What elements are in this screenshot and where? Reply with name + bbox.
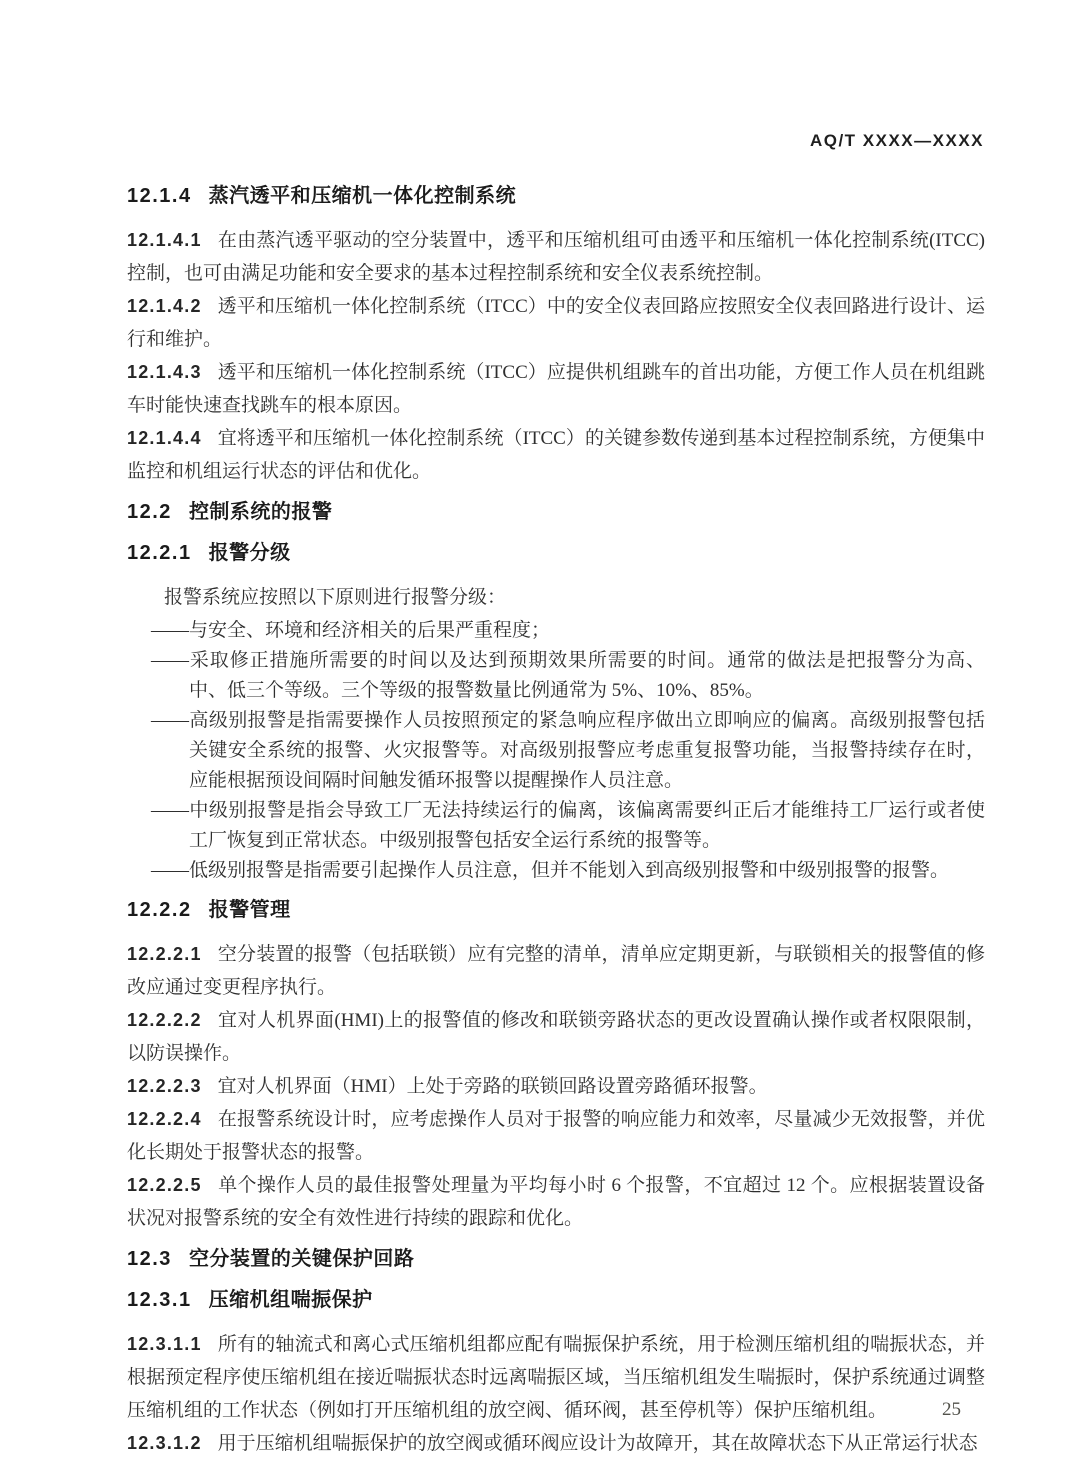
clause-text: 宜对人机界面(HMI)上的报警值的修改和联锁旁路状态的更改设置确认操作或者权限限制，以防误操作。 [127,1010,985,1064]
clause-paragraph-12.1.4.3 [127,356,985,422]
clause-number: 12.2.2.5 [127,1175,202,1195]
clause-text: 宜将透平和压缩机一体化控制系统（ITCC）的关键参数传递到基本过程控制系统，方便集中监控和机组运行状态的评估和优化。 [127,428,985,482]
clause-number: 12.1.4.2 [127,296,202,316]
clause-number: 12.2.2.1 [127,944,202,964]
dash-list-item: ——采取修正措施所需要的时间以及达到预期效果所需要的时间。通常的做法是把报警分为高、中、低三个等级。三个等级的报警数量比例通常为 5%、10%、85%。 [151,650,985,701]
clause-paragraph-12.1.4.1 [127,224,985,290]
section-heading-12.2.1 [127,540,985,566]
section-heading-12.3.1 [127,1287,985,1313]
clause-number: 12.3.1.1 [127,1334,202,1354]
clause-text: 单个操作人员的最佳报警处理量为平均每小时 6 个报警，不宜超过 12 个。应根据装置设备状况对报警系统的安全有效性进行持续的跟踪和优化。 [127,1175,985,1229]
section-number: 12.1.4 [127,185,192,207]
clause-number: 12.3.1.2 [127,1433,202,1453]
page-number: 25 [942,1399,961,1420]
section-title: 蒸汽透平和压缩机一体化控制系统 [208,185,517,207]
clause-number: 12.2.2.2 [127,1010,202,1030]
clause-text: 透平和压缩机一体化控制系统（ITCC）中的安全仪表回路应按照安全仪表回路进行设计、运行和维护。 [127,296,985,350]
clause-number: 12.1.4.1 [127,230,202,250]
section-number: 12.2.2 [127,899,192,921]
clause-paragraph-12.2.2.5 [127,1169,985,1235]
section-title: 空分装置的关键保护回路 [188,1248,415,1270]
section-title: 压缩机组喘振保护 [208,1289,373,1311]
dash-list-item: ——低级别报警是指需要引起操作人员注意，但并不能划入到高级别报警和中级别报警的报警。 [151,860,950,881]
standard-code-header: AQ/T XXXX—XXXX [809,131,984,150]
intro-paragraph: 报警系统应按照以下原则进行报警分级： [164,587,507,608]
clause-number: 12.1.4.3 [127,362,202,382]
clause-paragraph-12.2.2.3 [127,1070,985,1103]
clause-paragraph-12.3.1.2 [127,1427,985,1460]
clause-text: 在报警系统设计时，应考虑操作人员对于报警的响应能力和效率，尽量减少无效报警，并优化长期处于报警状态的报警。 [127,1109,985,1163]
clause-paragraph-12.2.2.4 [127,1103,985,1169]
dash-list-item: ——中级别报警是指会导致工厂无法持续运行的偏离，该偏离需要纠正后才能维持工厂运行或者使工厂恢复到正常状态。中级别报警包括安全运行系统的报警等。 [151,800,985,851]
section-heading-12.1.4 [127,183,985,209]
document-body [127,172,985,1460]
clause-text: 用于压缩机组喘振保护的放空阀或循环阀应设计为故障开，其在故障状态下从正常运行状态 [217,1433,978,1454]
clause-paragraph-12.3.1.1 [127,1328,985,1427]
section-number: 12.3.1 [127,1289,192,1311]
clause-paragraph-12.1.4.2 [127,290,985,356]
section-heading-12.2.2 [127,897,985,923]
clause-paragraph-12.1.4.4 [127,422,985,488]
clause-number: 12.1.4.4 [127,428,202,448]
section-number: 12.3 [127,1248,172,1270]
clause-text: 所有的轴流式和离心式压缩机组都应配有喘振保护系统，用于检测压缩机组的喘振状态，并根据预定程序使压缩机组在接近喘振状态时远离喘振区域，当压缩机组发生喘振时，保护系统通过调整压缩机组的工作状态（例如打开压缩机组的放空阀、循环阀，甚至停机等）保护压缩机组。 [127,1334,985,1421]
dash-list [127,616,985,886]
clause-paragraph-12.2.2.2 [127,1004,985,1070]
section-number: 12.2 [127,501,172,523]
section-title: 控制系统的报警 [188,501,333,523]
section-heading-12.2 [127,499,985,525]
clause-paragraph-12.2.2.1 [127,938,985,1004]
clause-number: 12.2.2.4 [127,1109,202,1129]
section-heading-12.3 [127,1246,985,1272]
clause-text: 透平和压缩机一体化控制系统（ITCC）应提供机组跳车的首出功能，方便工作人员在机组跳车时能快速查找跳车的根本原因。 [127,362,985,416]
dash-list-item: ——高级别报警是指需要操作人员按照预定的紧急响应程序做出立即响应的偏离。高级别报警包括关键安全系统的报警、火灾报警等。对高级别报警应考虑重复报警功能，当报警持续存在时，应能根据预设间隔时间触发循环报警以提醒操作人员注意。 [151,710,985,791]
section-number: 12.2.1 [127,542,192,564]
section-title: 报警分级 [208,542,291,564]
dash-list-item: ——与安全、环境和经济相关的后果严重程度； [151,620,551,641]
clause-text: 空分装置的报警（包括联锁）应有完整的清单，清单应定期更新，与联锁相关的报警值的修改应通过变更程序执行。 [127,944,985,998]
section-title: 报警管理 [208,899,291,921]
clause-text: 宜对人机界面（HMI）上处于旁路的联锁回路设置旁路循环报警。 [217,1076,768,1097]
clause-number: 12.2.2.3 [127,1076,202,1096]
clause-text: 在由蒸汽透平驱动的空分装置中，透平和压缩机组可由透平和压缩机一体化控制系统(ITCC) 控制，也可由满足功能和安全要求的基本过程控制系统和安全仪表系统控制。 [127,230,985,284]
